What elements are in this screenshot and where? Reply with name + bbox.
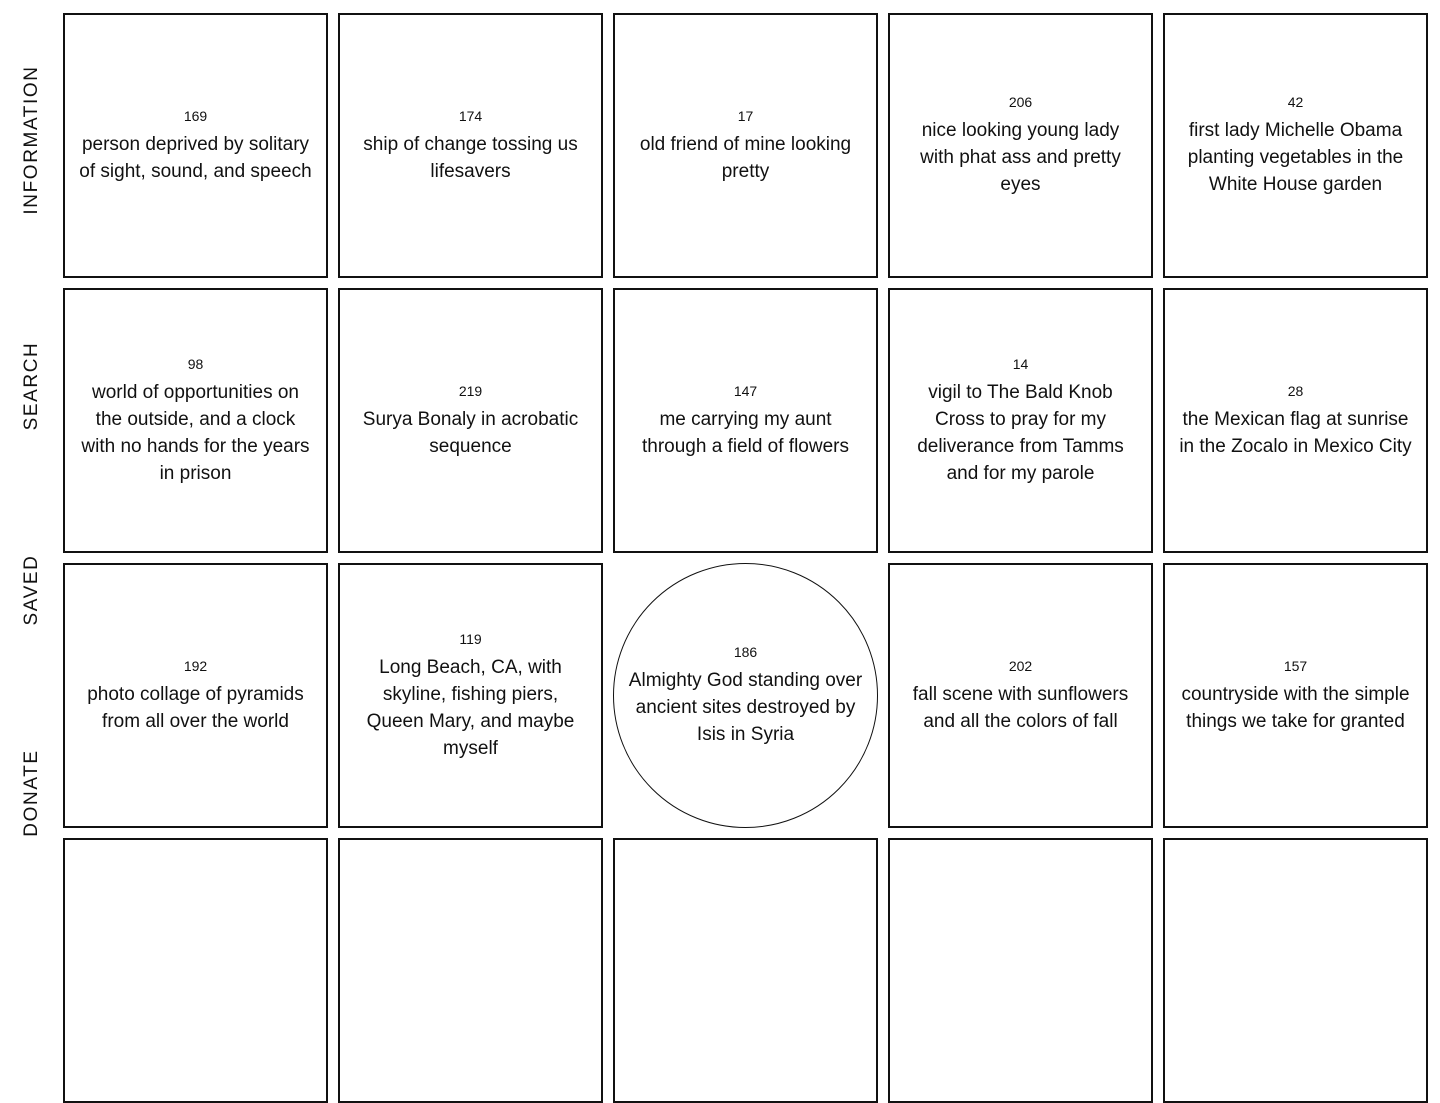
request-number: 202	[1008, 657, 1033, 674]
request-number: 157	[1283, 657, 1308, 674]
request-number: 147	[733, 382, 758, 399]
request-text: me carrying my aunt through a field of flowers	[641, 408, 849, 457]
nav-saved[interactable]: SAVED	[21, 554, 42, 626]
request-card[interactable]	[1163, 563, 1428, 828]
request-number: 28	[1287, 382, 1304, 399]
request-text: world of opportunities on the outside, and a clock with no hands for the years in prison	[81, 381, 310, 484]
request-number: 174	[458, 107, 483, 124]
request-number: 42	[1287, 94, 1304, 110]
side-nav	[0, 0, 63, 900]
request-card-empty[interactable]	[888, 838, 1153, 1103]
request-text: person deprived by solitary of sight, sound, and speech	[79, 133, 312, 182]
request-number: 219	[458, 382, 483, 399]
request-card[interactable]	[888, 563, 1153, 828]
request-text: vigil to The Bald Knob Cross to pray for my deliverance from Tamms and for my parole	[917, 381, 1124, 484]
nav-information[interactable]: INFORMATION	[21, 65, 42, 215]
request-card[interactable]	[613, 288, 878, 553]
request-card-selected[interactable]	[613, 563, 878, 828]
request-text: Long Beach, CA, with skyline, fishing piers, Queen Mary, and maybe myself	[366, 656, 575, 759]
request-number: 186	[733, 644, 758, 660]
request-text: fall scene with sunflowers and all the colors of fall	[912, 683, 1129, 732]
request-number: 119	[459, 630, 482, 647]
request-card-empty[interactable]	[63, 838, 328, 1103]
nav-search[interactable]: SEARCH	[21, 341, 42, 431]
request-text: countryside with the simple things we take for granted	[1181, 683, 1410, 732]
request-number: 98	[187, 355, 204, 372]
request-text: nice looking young lady with phat ass and pretty eyes	[920, 120, 1121, 195]
request-card[interactable]	[338, 563, 603, 828]
request-card[interactable]	[338, 13, 603, 278]
request-card[interactable]	[888, 288, 1153, 553]
nav-donate[interactable]: DONATE	[21, 749, 42, 837]
request-number: 192	[183, 657, 208, 674]
request-card[interactable]	[1163, 288, 1428, 553]
request-number: 14	[1012, 355, 1029, 372]
request-text: Surya Bonaly in acrobatic sequence	[362, 408, 579, 457]
request-text: first lady Michelle Obama planting vegetables in the White House garden	[1187, 120, 1404, 195]
request-card-empty[interactable]	[613, 838, 878, 1103]
request-card[interactable]	[63, 288, 328, 553]
request-text: the Mexican flag at sunrise in the Zocalo in Mexico City	[1179, 408, 1412, 457]
request-card[interactable]	[888, 13, 1153, 278]
request-number: 17	[737, 107, 754, 124]
request-card-empty[interactable]	[1163, 838, 1428, 1103]
request-text: Almighty God standing over ancient sites destroyed by Isis in Syria	[628, 670, 863, 745]
request-text: photo collage of pyramids from all over the world	[87, 683, 304, 732]
request-card[interactable]	[338, 288, 603, 553]
request-text: old friend of mine looking pretty	[639, 133, 852, 182]
request-number: 206	[1008, 94, 1033, 110]
request-card[interactable]	[1163, 13, 1428, 278]
request-card-empty[interactable]	[338, 838, 603, 1103]
request-card[interactable]	[613, 13, 878, 278]
request-card[interactable]	[63, 13, 328, 278]
request-number: 169	[183, 107, 208, 124]
request-grid	[63, 13, 1428, 1103]
request-card[interactable]	[63, 563, 328, 828]
request-text: ship of change tossing us lifesavers	[363, 133, 578, 182]
